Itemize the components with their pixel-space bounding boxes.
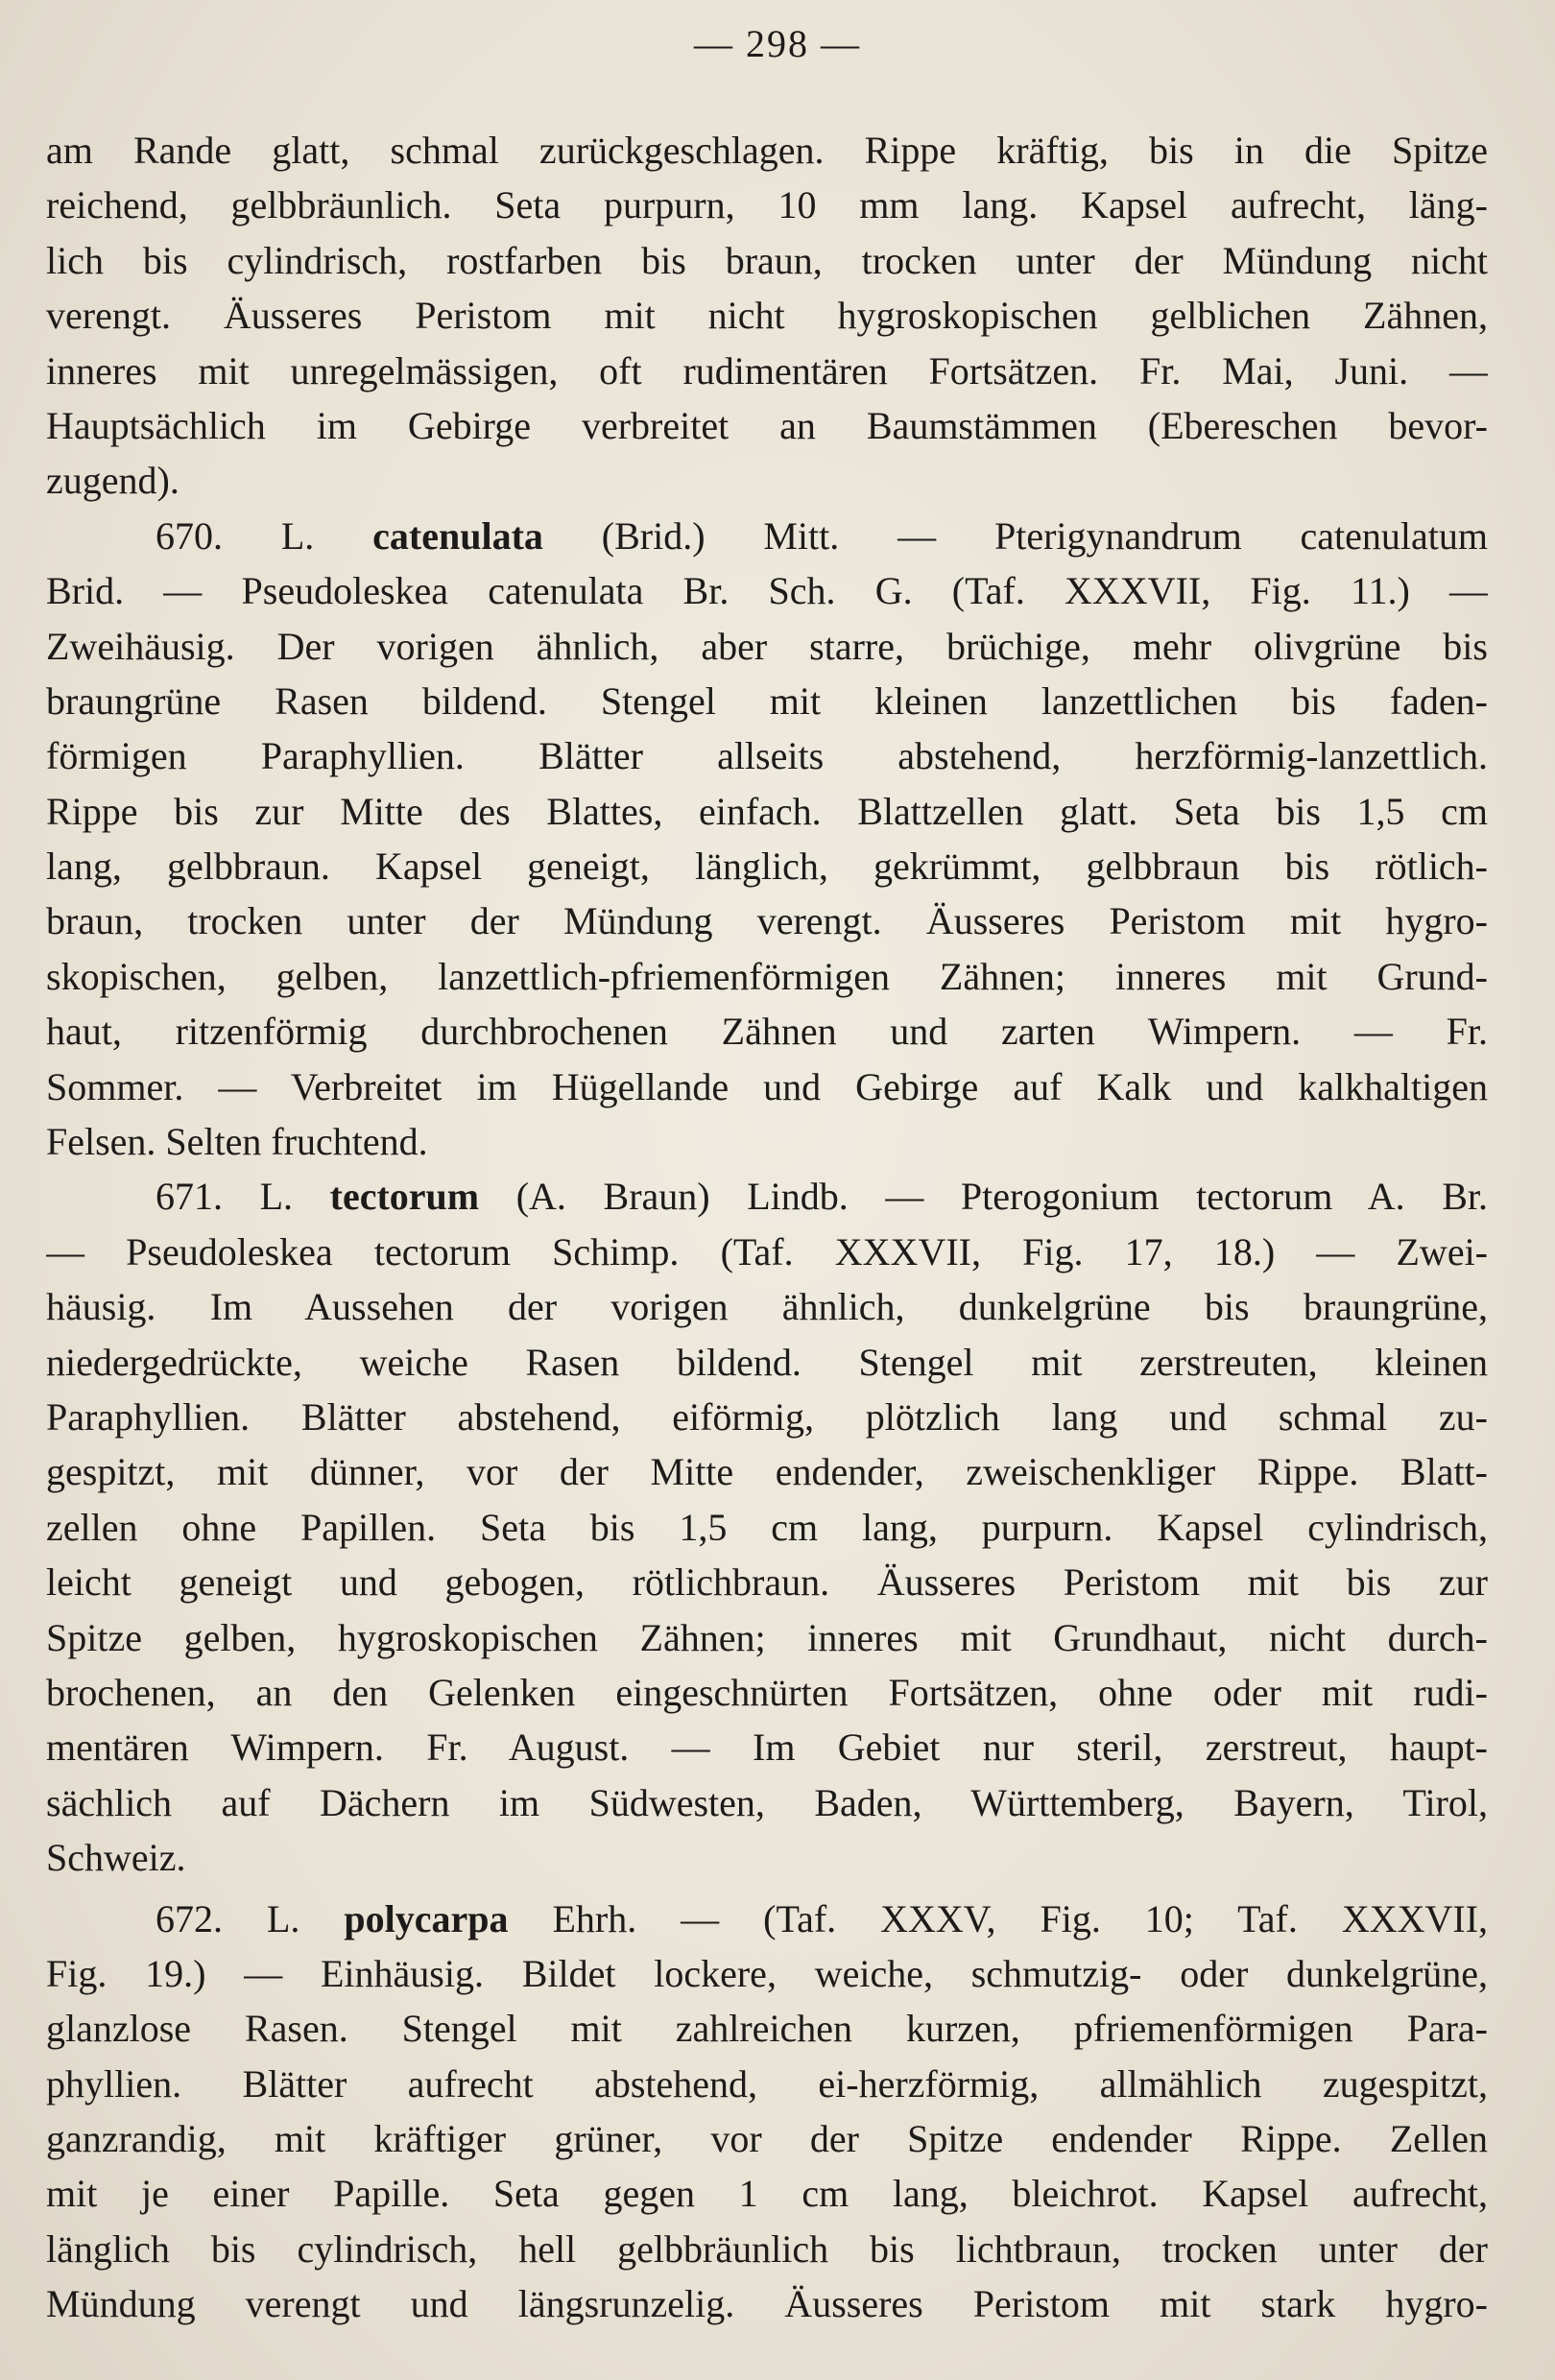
text-line: skopischen, gelben, lanzettlich-pfriemenförmigen Zähnen; inneres mit Grund- [46,954,1488,998]
text-line: sächlich auf Dächern im Südwesten, Baden, Württemberg, Bayern, Tirol, [46,1780,1488,1824]
text-line: haut, ritzenförmig durchbrochenen Zähnen und zarten Wimpern. — Fr. [46,1010,1488,1054]
text-line: Paraphyllien. Blätter abstehend, eiförmig, plötzlich lang und schmal zu- [46,1394,1488,1439]
text-line: inneres mit unregelmässigen, oft rudimentären Fortsätzen. Fr. Mai, Juni. — [46,348,1488,393]
text-line: verengt. Äusseres Peristom mit nicht hygroskopischen gelblichen Zähnen, [46,294,1488,338]
text-line: Fig. 19.) — Einhäusig. Bildet lockere, weiche, schmutzig- oder dunkelgrüne, [46,1951,1488,1995]
species-entry-672 [46,1892,1488,1946]
text-line: Schweiz. [46,1836,186,1880]
text-line: Brid. — Pseudoleskea catenulata Br. Sch. G. (Taf. XXXVII, Fig. 11.) — [46,569,1488,613]
entry-synonyms: Ehrh. — (Taf. XXXV, Fig. 10; Taf. XXXVII, [552,1896,1488,1940]
text-line: reichend, gelbbräunlich. Seta purpurn, 10 mm lang. Kapsel aufrecht, läng- [46,183,1488,227]
text-line: lang, gelbbraun. Kapsel geneigt, länglich, gekrümmt, gelbbraun bis rötlich- [46,845,1488,889]
text-line: Rippe bis zur Mitte des Blattes, einfach. Blattzellen glatt. Seta bis 1,5 cm [46,789,1488,833]
text-line: phyllien. Blätter aufrecht abstehend, ei-herzförmig, allmählich zugespitzt, [46,2061,1488,2106]
text-line: länglich bis cylindrisch, hell gelbbräunlich bis lichtbraun, trocken unter der [46,2226,1488,2271]
text-line: mit je einer Papille. Seta gegen 1 cm lang, bleichrot. Kapsel aufrecht, [46,2172,1488,2216]
text-line: zellen ohne Papillen. Seta bis 1,5 cm lang, purpurn. Kapsel cylindrisch, [46,1505,1488,1549]
species-name: tectorum [329,1175,480,1219]
text-line: am Rande glatt, schmal zurückgeschlagen. Rippe kräftig, bis in die Spitze [46,129,1488,172]
text-line: häusig. Im Aussehen der vorigen ähnlich, dunkelgrüne bis braungrüne, [46,1285,1488,1329]
text-line: braun, trocken unter der Mündung verengt. Äusseres Peristom mit hygro- [46,899,1488,943]
text-line: glanzlose Rasen. Stengel mit zahlreichen kurzen, pfriemenförmigen Para- [46,2007,1488,2051]
species-name: catenulata [372,513,543,558]
text-line: zugend). [46,459,179,503]
text-line: niedergedrückte, weiche Rasen bildend. Stengel mit zerstreuten, kleinen [46,1340,1488,1384]
species-entry-671 [46,1169,1488,1224]
species-name: polycarpa [344,1896,509,1940]
species-entry-670 [46,509,1488,563]
text-line: Sommer. — Verbreitet im Hügellande und Gebirge auf Kalk und kalkhaltigen [46,1064,1488,1108]
text-line: brochenen, an den Gelenken eingeschnürten Fortsätzen, ohne oder mit rudi- [46,1670,1488,1714]
text-line: lich bis cylindrisch, rostfarben bis braun, trocken unter der Mündung nicht [46,238,1488,282]
page-number: — 298 — [694,22,861,65]
entry-synonyms: (A. Braun) Lindb. — Pterogonium tectorum A. Br. [515,1175,1488,1219]
entry-number: 670. L. [156,513,315,558]
entry-number: 672. L. [156,1896,300,1940]
text-line: gespitzt, mit dünner, vor der Mitte endender, zweischenkliger Rippe. Blatt- [46,1450,1488,1494]
text-line: mentären Wimpern. Fr. August. — Im Gebiet nur steril, zerstreut, haupt- [46,1726,1488,1770]
text-line: ganzrandig, mit kräftiger grüner, vor der Spitze endender Rippe. Zellen [46,2117,1488,2161]
text-line: Mündung verengt und längsrunzelig. Äusseres Peristom mit stark hygro- [46,2282,1488,2326]
text-line: — Pseudoleskea tectorum Schimp. (Taf. XXXVII, Fig. 17, 18.) — Zwei- [46,1229,1488,1273]
text-line: braungrüne Rasen bildend. Stengel mit kleinen lanzettlichen bis faden- [46,678,1488,723]
text-line: Zweihäusig. Der vorigen ähnlich, aber starre, brüchige, mehr olivgrüne bis [46,624,1488,668]
entry-synonyms: (Brid.) Mitt. — Pterigynandrum catenulatum [601,513,1488,558]
text-line: Hauptsächlich im Gebirge verbreitet an Baumstämmen (Ebereschen bevor- [46,403,1488,447]
body-text [46,123,1488,2332]
text-line: leicht geneigt und gebogen, rötlichbraun. Äusseres Peristom mit bis zur [46,1560,1488,1605]
text-line: förmigen Paraphyllien. Blätter allseits abstehend, herzförmig-lanzettlich. [46,734,1488,778]
text-line: Felsen. Selten fruchtend. [46,1120,428,1164]
text-line: Spitze gelben, hygroskopischen Zähnen; inneres mit Grundhaut, nicht durch- [46,1615,1488,1659]
entry-number: 671. L. [156,1175,294,1219]
